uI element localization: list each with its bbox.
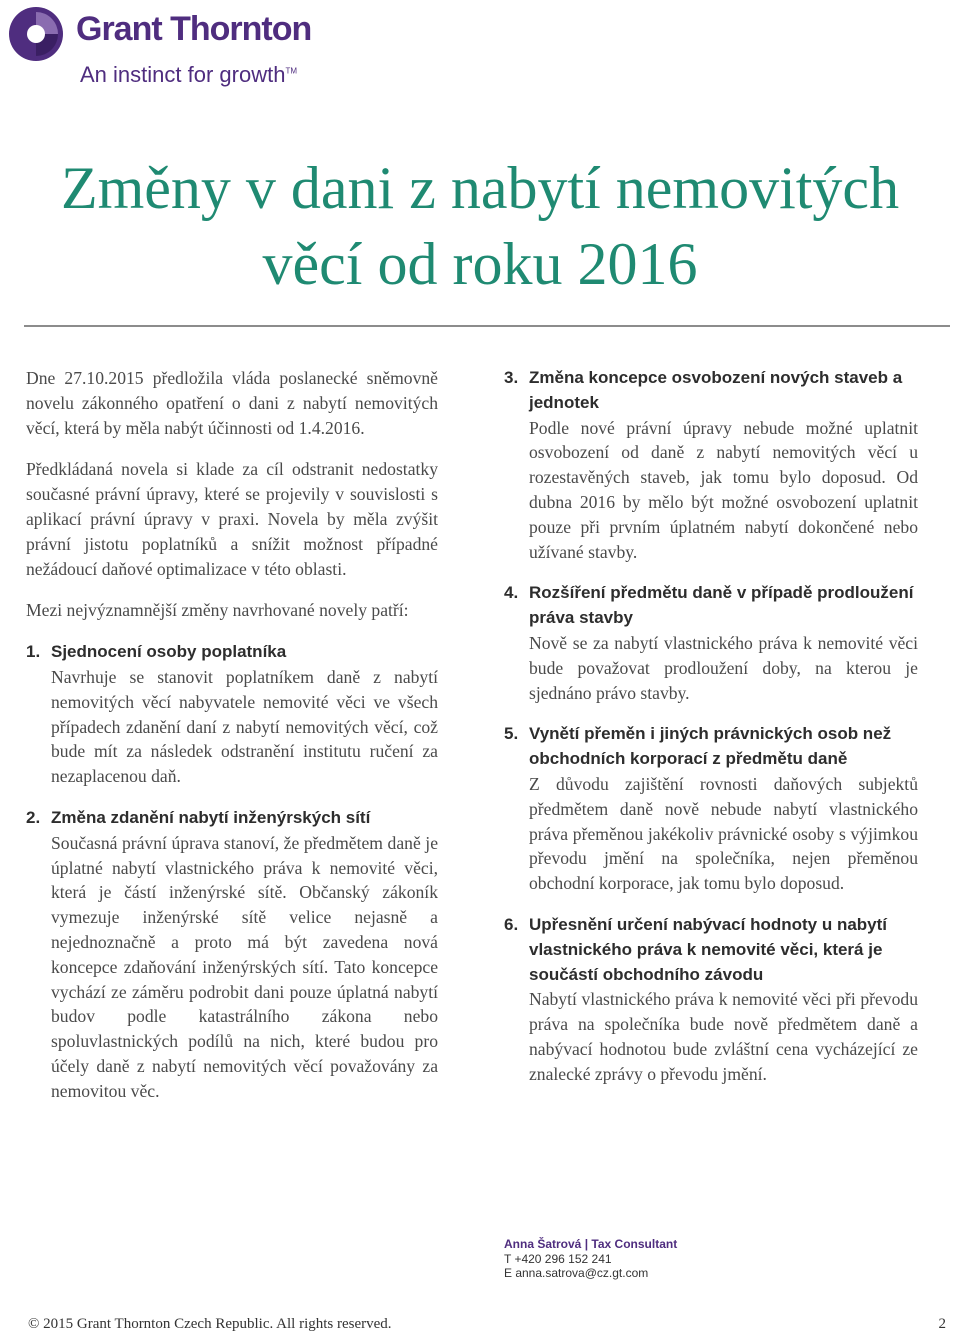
intro-paragraph-2: Předkládaná novela si klade za cíl odstranit nedostatky současné právní úpravy, které se projevily v souvislosti s aplikací právní úpravy v praxi. Novela by měla zvýšit právní jistotu poplatníků a snížit možnost případné nežádoucí daňové optimalizace v této oblasti. [26,459,438,579]
change-item-4 [504,581,918,705]
logo-mark-icon [6,4,66,64]
page-number: 2 [938,1316,946,1332]
item-number: 6. [504,914,519,934]
item-number: 4. [504,583,519,603]
contact-name: Anna Šatrová [504,1237,582,1251]
item-number: 5. [504,724,519,744]
item-title: Rozšíření předmětu daně v případě prodloužení práva stavby [529,583,914,628]
title-line-2: věcí od roku 2016 [262,231,698,297]
contact-role: Tax Consultant [591,1237,678,1251]
item-text: Z důvodu zajištění rovnosti daňových subjektů předmětem daně nově nebude nabytí vlastnického práva přeměnou jakékoliv právnické osoby s výjimkou převodu jmění na společníka, nejen přeměnou obchodní korporace, jak tomu bylo doposud. [529,773,918,894]
item-text: Současná právní úprava stanoví, že předmětem daně je úplatné nabytí vlastnického práva k nemovité věci, která je částí inženýrské sítě. Občanský zákoník vymezuje inženýrské sítě velice nejasně a nejednoznačně a proto má být zavedena nová koncepce zdaňování inženýrských sítí. Tato koncepce vychází ze záměru podrobit dani pouze úplatná nabytí budov podle katastrálního zákona nebo spoluvlastnických podílů na nich, které budou pro účely daně z nabytí nemovitých věcí považovány za nemovitou věc. [51,832,438,1101]
title-line-1: Změny v dani z nabytí nemovitých [60,155,900,221]
item-title: Změna zdanění nabytí inženýrských sítí [51,807,371,827]
page-title [20,150,940,302]
intro-paragraph-1: Dne 27.10.2015 předložila vláda poslanecké sněmovně novelu zákonného opatření o dani z nabytí nemovitých věcí, která by měla nabýt účinnosti od 1.4.2016. [26,368,438,438]
change-item-2 [26,806,438,1104]
item-number: 2. [26,807,41,827]
item-text: Nabytí vlastnického práva k nemovité věci při převodu práva na společníka bude nově předmětem daně a nabývací hodnotou bude zvláštní cena vycházející ze znalecké zprávy o převodu jmění. [529,989,918,1084]
item-number: 1. [26,642,41,662]
item-title: Vynětí přeměn i jiných právnických osob než obchodních korporací z předmětu daně [529,724,892,769]
brand-tagline: An instinct for growth™ [80,62,297,87]
contact-email[interactable]: E anna.satrova@cz.gt.com [504,1266,649,1280]
brand-name: Grant Thornton [76,10,312,48]
item-title: Sjednocení osoby poplatníka [51,642,287,662]
change-item-1 [26,640,438,789]
item-text: Nově se za nabytí vlastnického práva k nemovité věci bude považovat prodloužení doby, na kterou je sjednáno právo stavby. [529,632,918,703]
right-column [504,366,918,1104]
grant-thornton-logo [6,4,312,96]
left-column [26,366,438,1121]
change-item-3 [504,366,918,564]
contact-separator: | [584,1237,589,1251]
contact-phone: T +420 296 152 241 [504,1251,612,1266]
change-item-6 [504,913,918,1087]
item-text: Podle nové právní úpravy nebude možné uplatnit osvobození od daně z nabytí nemovitých věcí u rozestavěných staveb, jak tomu bylo doposud. Od dubna 2016 by mělo být možné osvobození uplatnit pouze při prvním úplatném nabytí dokončené nebo užívané stavby. [529,417,918,562]
change-item-5 [504,722,918,896]
copyright-footer: © 2015 Grant Thornton Czech Republic. All rights reserved. [28,1316,392,1332]
title-divider [24,325,950,327]
item-number: 3. [504,368,519,387]
intro-paragraph-3: Mezi nejvýznamnější změny navrhované novely patří: [26,600,409,621]
item-title: Změna koncepce osvobození nových staveb a jednotek [529,368,903,412]
item-title: Upřesnění určení nabývací hodnoty u nabytí vlastnického práva k nemovité věci, která je součástí obchodního závodu [529,914,888,984]
contact-name-line [504,1237,677,1252]
item-text: Navrhuje se stanovit poplatníkem daně z nabytí nemovitých věcí nabyvatele nemovité věci ve všech případech zdanění daní z nabytí nemovitých věcí, což bude mít za následek odstranění institutu ručení za nezaplacenou daň. [51,666,438,787]
contact-block [504,1237,677,1281]
